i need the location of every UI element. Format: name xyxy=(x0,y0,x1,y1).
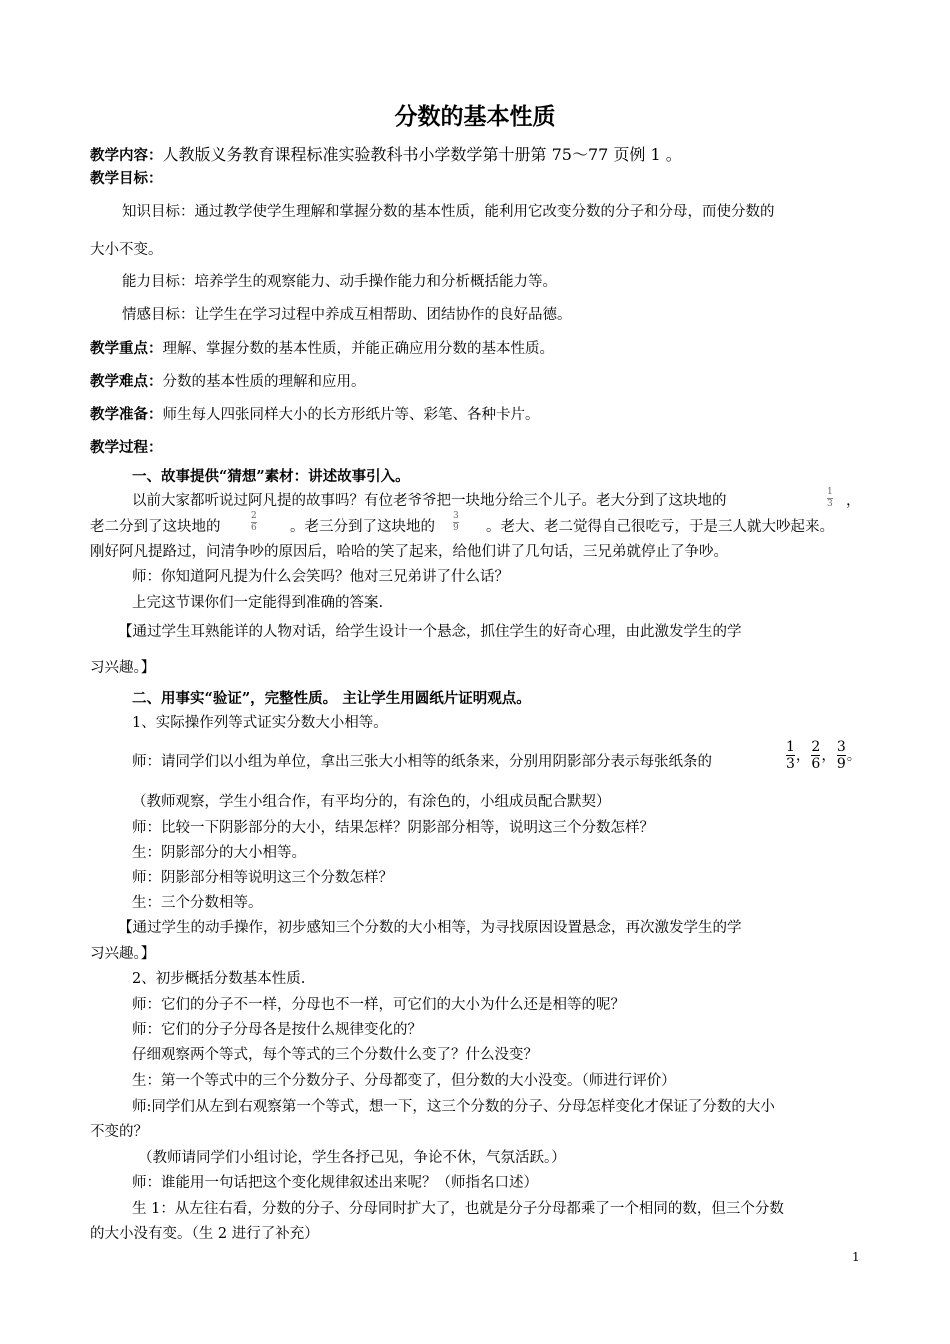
story-line-b2: 。老三分到了这块地的 xyxy=(290,519,435,535)
step2-title: 2、初步概括分数基本性质. xyxy=(132,971,306,987)
design-note-2a: 【通过学生的动手操作，初步感知三个分数的大小相等，为寻找原因设置悬念，再次激发学生的学 xyxy=(118,920,742,936)
section2-heading: 二、用事实“验证”，完整性质。 主让学生用圆纸片证明观点。 xyxy=(132,690,531,707)
step2-line-8b: 的大小没有变。（生 2 进行了补充） xyxy=(90,1226,319,1242)
difficulty-label: 教学难点： xyxy=(90,373,163,390)
prep-line xyxy=(90,405,540,425)
process-label: 教学过程： xyxy=(90,439,163,456)
step1-title: 1、实际操作列等式证实分数大小相等。 xyxy=(132,715,388,731)
step2-line-1: 师：它们的分子不一样，分母也不一样，可它们的大小为什么还是相等的呢？ xyxy=(132,997,625,1013)
prep-text: 师生每人四张同样大小的长方形纸片等、彩笔、各种卡片。 xyxy=(162,407,540,423)
design-note-1b: 习兴趣。】 xyxy=(90,660,156,676)
step2-line-4: 生：第一个等式中的三个分数分子、分母都变了，但分数的大小没变。（师进行评价） xyxy=(132,1073,676,1089)
step2-line-5a: 师:同学们从左到右观察第一个等式，想一下，这三个分数的分子、分母怎样变化才保证了分数的大小 xyxy=(132,1099,775,1115)
fraction-one-third: $\frac{1}{3}$ xyxy=(786,739,795,772)
step1-teacher: 师：请同学们以小组为单位，拿出三张大小相等的纸条来，分别用阴影部分表示每张纸条的 xyxy=(132,754,712,770)
step2-line-7: 师：谁能用一句话把这个变化规律叙述出来呢？（师指名口述） xyxy=(132,1175,538,1191)
step2-line-5b: 不变的？ xyxy=(90,1124,148,1140)
story-line-c: 刚好阿凡提路过，问清争吵的原因后，哈哈的笑了起来，给他们讲了几句话，三兄弟就停止了争吵。 xyxy=(90,544,728,560)
key-label: 教学重点： xyxy=(90,340,163,357)
dialog-line-4: 生：三个分数相等。 xyxy=(132,895,263,911)
fraction-two-sixths: $\frac{2}{6}$ xyxy=(811,739,821,772)
fraction-two-sixths-small: $\frac{2}{6}$ xyxy=(251,511,257,533)
dialog-line-3: 师：阴影部分相等说明这三个分数怎样？ xyxy=(132,870,393,886)
story-line-b1: 老二分到了这块地的 xyxy=(90,519,221,535)
design-note-2b: 习兴趣。】 xyxy=(90,946,156,962)
fraction-three-ninths-small: $\frac{3}{9}$ xyxy=(453,511,459,533)
goals-label: 教学目标： xyxy=(90,170,163,187)
step2-line-3: 仔细观察两个等式，每个等式的三个分数什么变了？什么没变？ xyxy=(132,1047,538,1063)
teacher-question: 师：你知道阿凡提为什么会笑吗？他对三兄弟讲了什么话？ xyxy=(132,569,509,585)
teacher-answer: 上完这节课你们一定能得到准确的答案. xyxy=(132,595,384,611)
key-text: 理解、掌握分数的基本性质，并能正确应用分数的基本性质。 xyxy=(162,341,554,357)
story-line-b3: 。老大、老二觉得自己很吃亏，于是三人就大吵起来。 xyxy=(486,519,834,535)
content-text: 人教版义务教育课程标准实验教科书小学数学第十册第 75～77 页例 1 。 xyxy=(162,145,682,164)
fractions-inline-large: $\frac{1}{3}$ ， $\frac{2}{6}$ ， $\frac{3}{9}$ 。 xyxy=(786,739,862,772)
prep-label: 教学准备： xyxy=(90,406,163,423)
goal-ability: 能力目标：培养学生的观察能力、动手操作能力和分析概括能力等。 xyxy=(122,274,557,290)
difficulty-line xyxy=(90,372,366,392)
key-line xyxy=(90,339,554,359)
fraction-three-ninths: $\frac{3}{9}$ xyxy=(836,739,846,772)
dialog-line-2: 生：阴影部分的大小相等。 xyxy=(132,845,306,861)
step1-observe: （教师观察，学生小组合作，有平均分的，有涂色的，小组成员配合默契） xyxy=(132,794,611,810)
page-title: 分数的基本性质 xyxy=(394,103,556,130)
goal-knowledge-1: 知识目标：通过教学使学生理解和掌握分数的基本性质，能利用它改变分数的分子和分母，而使分数的 xyxy=(122,204,775,220)
section1-heading: 一、故事提供“猜想”素材：讲述故事引入。 xyxy=(132,468,410,485)
design-note-1a: 【通过学生耳熟能详的人物对话，给学生设计一个悬念，抓住学生的好奇心理，由此激发学生的学 xyxy=(118,624,742,640)
content-line xyxy=(90,145,682,166)
goal-emotion: 情感目标：让学生在学习过程中养成互相帮助、团结协作的良好品德。 xyxy=(122,307,572,323)
step2-line-2: 师：它们的分子分母各是按什么规律变化的？ xyxy=(132,1022,422,1038)
fraction-one-third-small: $\frac{1}{3}$ xyxy=(827,487,833,509)
difficulty-text: 分数的基本性质的理解和应用。 xyxy=(162,374,366,390)
step2-line-8a: 生 1：从左往右看，分数的分子、分母同时扩大了，也就是分子分母都乘了一个相同的数，但三个分数 xyxy=(132,1201,784,1217)
story-line-a: 以前大家都听说过阿凡提的故事吗？有位老爷爷把一块地分给三个儿子。老大分到了这块地的 xyxy=(132,493,727,509)
page-number: 1 xyxy=(852,1250,860,1264)
step2-line-6: （教师请同学们小组讨论，学生各抒己见，争论不休，气氛活跃。） xyxy=(138,1150,566,1166)
story-comma: ， xyxy=(846,493,861,509)
dialog-line-1: 师：比较一下阴影部分的大小，结果怎样？阴影部分相等，说明这三个分数怎样？ xyxy=(132,820,654,836)
goal-knowledge-2: 大小不变。 xyxy=(90,242,163,258)
content-label: 教学内容： xyxy=(90,147,163,164)
